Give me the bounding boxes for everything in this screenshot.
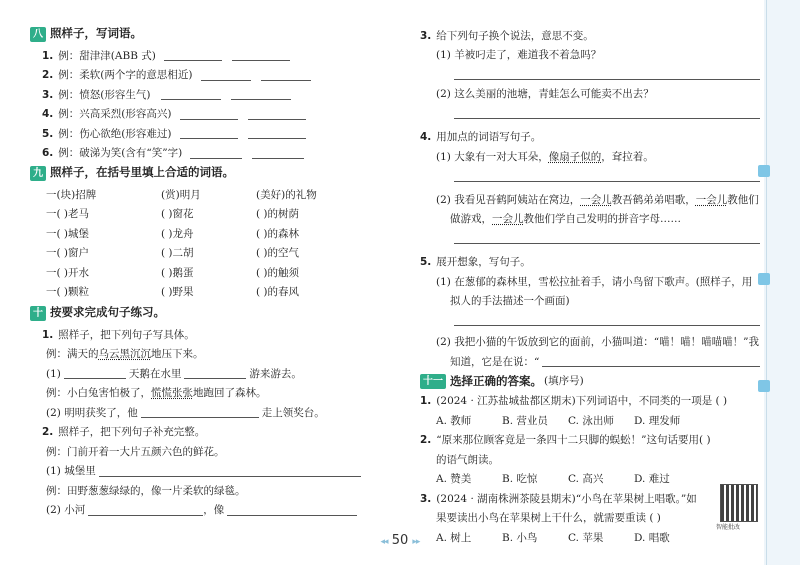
s10-q1-sub-2: (2) 明明获奖了，他 走上领奖台。 bbox=[46, 406, 325, 419]
fill-cell[interactable]: ( )龙舟 bbox=[161, 227, 194, 240]
section-title: 照样子，写词语。 bbox=[50, 26, 142, 41]
s10-q2-sub-1: (1) 城堡里 bbox=[30, 462, 390, 482]
answer-line[interactable] bbox=[454, 171, 760, 182]
s8-item-2: 2. 例：柔软(两个字的意思相近) bbox=[30, 66, 390, 86]
section-title: 按要求完成句子练习。 bbox=[50, 305, 165, 320]
fill-cell[interactable]: ( )的空气 bbox=[256, 247, 300, 259]
s10-q2-example-2: 例：田野葱葱绿绿的，像一片柔软的绿毯。 bbox=[46, 484, 246, 497]
q5-sub-2-cont: 知道，它是在说：“ bbox=[420, 352, 760, 372]
s11-q2: 2. “原来那位顾客竟是一条四十二只脚的蜈蚣！”这句话要用( ) bbox=[420, 434, 711, 446]
next-arrow-icon: ▸▸ bbox=[412, 537, 420, 547]
edge-tab bbox=[758, 380, 770, 392]
section-10-header bbox=[30, 305, 390, 321]
edge-tab bbox=[758, 165, 770, 177]
answer-blank[interactable] bbox=[252, 148, 304, 159]
fill-cell[interactable]: 一( )老马 bbox=[46, 208, 90, 220]
fill-cell[interactable]: 一( )开水 bbox=[46, 266, 90, 279]
fill-cell[interactable]: ( )的触须 bbox=[256, 266, 300, 279]
q5-answer-line-1[interactable] bbox=[420, 311, 760, 331]
option-d[interactable]: D. 唱歌 bbox=[634, 531, 670, 544]
option-b[interactable]: B. 吃惊 bbox=[502, 473, 538, 485]
section-11-header bbox=[420, 374, 760, 390]
s8-item-6: 6. 例：破涕为笑(含有“笑”字) bbox=[30, 144, 390, 164]
s10-q2: 2. 照样子，把下列句子补充完整。 bbox=[42, 426, 206, 438]
qr-code-icon[interactable] bbox=[720, 484, 758, 522]
fill-cell[interactable]: ( )鹅蛋 bbox=[161, 266, 194, 279]
fill-cell[interactable]: 一( )颗粒 bbox=[46, 286, 90, 298]
option-b[interactable]: B. 小鸟 bbox=[502, 531, 538, 544]
fill-cell[interactable]: ( )二胡 bbox=[161, 247, 194, 259]
qr-label: 智能批改 bbox=[716, 524, 741, 531]
s10-q2-example-1: 例：门前开着一大片五颜六色的鲜花。 bbox=[46, 445, 225, 458]
option-c[interactable]: C. 泳出师 bbox=[568, 414, 614, 427]
s8-item-3: 3. 例：愤怒(形容生气) bbox=[30, 85, 390, 105]
answer-blank[interactable] bbox=[248, 128, 306, 139]
answer-blank[interactable] bbox=[201, 70, 251, 81]
prev-arrow-icon: ◂◂ bbox=[380, 537, 388, 547]
section-title: 照样子，在括号里填上合适的词语。 bbox=[50, 165, 234, 180]
fill-cell[interactable]: ( )的树荫 bbox=[256, 208, 300, 220]
option-b[interactable]: B. 营业员 bbox=[502, 414, 548, 427]
q5-sub-1-cont: 拟人的手法描述一个画面) bbox=[450, 295, 570, 307]
s10-q1: 1. 照样子，把下列句子写具体。 bbox=[42, 328, 195, 341]
fill-cell[interactable]: ( )的春风 bbox=[256, 286, 300, 298]
answer-blank[interactable] bbox=[64, 368, 126, 379]
q3-sub-2: (2) 这么美丽的池塘，青蛙怎么可能卖不出去？ bbox=[436, 88, 654, 100]
fill-cell[interactable]: ( )窗花 bbox=[161, 208, 194, 220]
s11-q3: 3. (2024 · 湖南株洲茶陵县期末)“小鸟在苹果树上唱歌。”如 bbox=[420, 492, 697, 505]
section-badge: 八 bbox=[30, 27, 46, 42]
answer-blank[interactable] bbox=[180, 128, 238, 139]
option-a[interactable]: A. 教师 bbox=[436, 414, 472, 427]
answer-blank[interactable] bbox=[232, 50, 290, 61]
option-d[interactable]: D. 难过 bbox=[634, 473, 670, 485]
q4-answer-line-2[interactable] bbox=[420, 229, 760, 249]
option-c[interactable]: C. 高兴 bbox=[568, 473, 604, 485]
fill-cell[interactable]: 一( )城堡 bbox=[46, 227, 90, 240]
answer-blank[interactable] bbox=[161, 89, 221, 100]
s11-q1: 1. (2024 · 江苏盐城盐都区期末)下列词语中，不同类的一项是 ( ) bbox=[420, 395, 728, 407]
answer-blank[interactable] bbox=[180, 109, 238, 120]
answer-line[interactable] bbox=[454, 315, 760, 326]
section-badge: 九 bbox=[30, 166, 46, 181]
s11-q2-cont: 的语气朗读。 bbox=[436, 453, 499, 466]
q4-sub-2-cont: 做游戏， 一会儿 教他们学自己发明的拼音字母…… bbox=[450, 213, 681, 225]
edge-tab bbox=[758, 273, 770, 285]
answer-blank[interactable] bbox=[231, 89, 291, 100]
q4-answer-line-1[interactable] bbox=[420, 167, 760, 187]
q5-sub-1: (1) 在葱郁的森林里，雪松拉扯着手，请小鸟留下歌声。(照样子，用 bbox=[436, 275, 753, 288]
option-a[interactable]: A. 树上 bbox=[436, 531, 472, 544]
s9-grid: 一(块)招牌 (赏)明月 (美好)的礼物 一( )老马 ( )窗花 ( )的树荫 一( )城堡 ( )龙舟 ( )的森林 一( )窗户 ( )二胡 ( )的空气 一( )开水 ( )鹅蛋 ( )的触须 一( )颗粒 ( )野果 ( )的春风 bbox=[30, 185, 390, 302]
fill-cell[interactable]: 一( )窗户 bbox=[46, 247, 90, 259]
answer-blank[interactable] bbox=[190, 148, 242, 159]
page-footer bbox=[360, 533, 440, 548]
section-8-header bbox=[30, 26, 390, 42]
answer-blank[interactable] bbox=[542, 356, 760, 367]
q4-sub-2: (2) 我看见吾鹤阿姨站在窝边， 一会儿 教吾鹤弟弟唱歌， 一会儿 教他们 bbox=[436, 193, 759, 206]
q3-answer-line-1[interactable] bbox=[420, 65, 760, 85]
q4: 4. 用加点的词语写句子。 bbox=[420, 131, 542, 143]
s10-q1-sub-1: (1) 天鹅在水里 游来游去。 bbox=[46, 367, 302, 380]
q3-answer-line-2[interactable] bbox=[420, 104, 760, 124]
answer-line[interactable] bbox=[454, 108, 760, 119]
s10-q1-example-1: 例：满天的 乌云 黑沉沉 地压下来。 bbox=[46, 348, 204, 360]
s11-q3-cont: 果要读出小鸟在苹果树上干什么，就需要重读 ( ) bbox=[436, 512, 661, 524]
answer-blank[interactable] bbox=[184, 368, 246, 379]
answer-blank[interactable] bbox=[261, 70, 311, 81]
option-a[interactable]: A. 赞美 bbox=[436, 473, 472, 485]
option-d[interactable]: D. 理发师 bbox=[634, 414, 681, 427]
s10-q1-example-2: 例：小白兔害怕极了， 慌慌张张 地跑回了森林。 bbox=[46, 387, 267, 399]
left-column bbox=[30, 26, 390, 520]
s11-q3-options bbox=[420, 528, 760, 548]
answer-blank[interactable] bbox=[141, 407, 259, 418]
s10-q2-sub-2: (2) 小河 ，像 bbox=[30, 501, 390, 521]
answer-blank[interactable] bbox=[164, 50, 222, 61]
s8-item-4: 4. 例：兴高采烈(形容高兴) bbox=[30, 105, 390, 125]
answer-blank[interactable] bbox=[227, 505, 357, 516]
q3: 3. 给下列句子换个说法，意思不变。 bbox=[420, 29, 594, 42]
answer-line[interactable] bbox=[454, 69, 760, 80]
right-column bbox=[420, 26, 760, 548]
s8-item-5: 5. 例：伤心欲绝(形容难过) bbox=[30, 124, 390, 144]
q4-sub-1: (1) 大象有一对大耳朵， 像扇子似的 ，耷拉着。 bbox=[436, 150, 654, 163]
q5-sub-2: (2) 我把小猫的午饭放到它的面前，小猫叫道：“喵！喵！喵喵喵！”我 bbox=[436, 336, 759, 348]
answer-line[interactable] bbox=[454, 233, 760, 244]
page-number: 50 bbox=[391, 533, 409, 548]
answer-blank[interactable] bbox=[99, 466, 361, 477]
fill-cell[interactable]: ( )的森林 bbox=[256, 227, 300, 240]
q5: 5. 展开想象，写句子。 bbox=[420, 256, 531, 268]
section-hint: (填序号) bbox=[544, 375, 584, 388]
section-badge: 十 bbox=[30, 306, 46, 321]
fill-cell[interactable]: ( )野果 bbox=[161, 286, 194, 298]
answer-blank[interactable] bbox=[248, 109, 306, 120]
s8-item-1: 1. 例：甜津津(ABB 式) bbox=[30, 46, 390, 66]
s11-q2-options bbox=[420, 470, 760, 490]
answer-blank[interactable] bbox=[88, 505, 203, 516]
section-title: 选择正确的答案。 bbox=[450, 373, 542, 388]
option-c[interactable]: C. 苹果 bbox=[568, 531, 604, 544]
section-badge: 十一 bbox=[420, 374, 446, 389]
q3-sub-1: (1) 羊被叼走了，难道我不着急吗？ bbox=[436, 49, 602, 61]
section-9-header bbox=[30, 165, 390, 181]
s11-q1-options bbox=[420, 411, 760, 431]
